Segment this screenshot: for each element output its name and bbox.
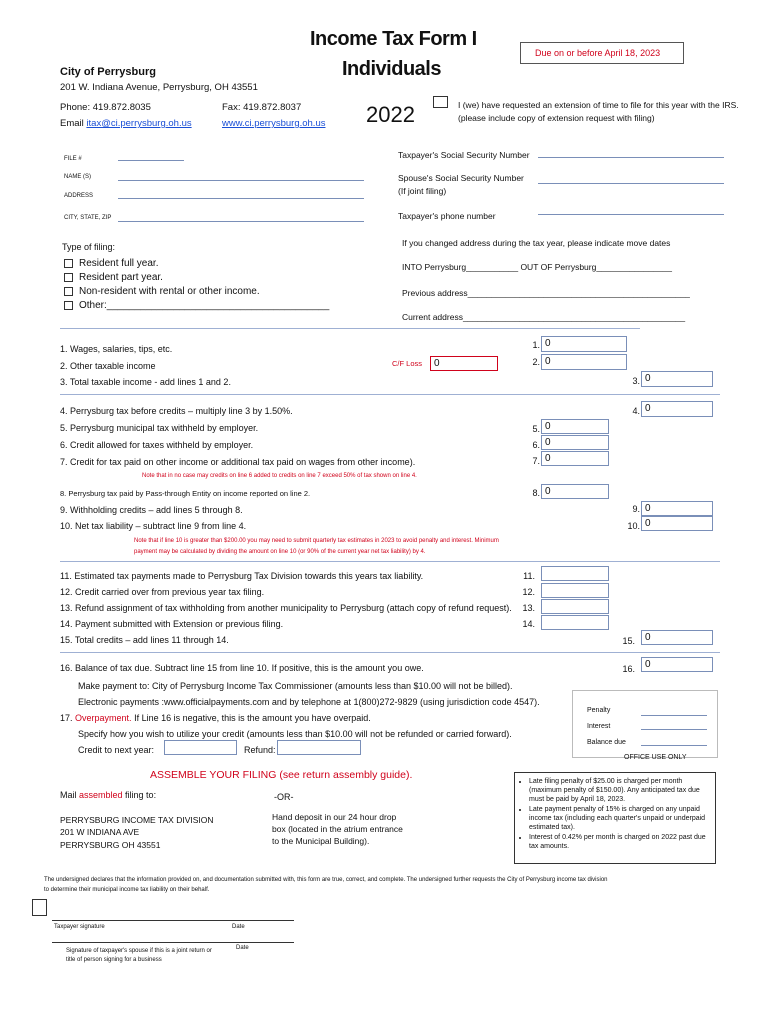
line-6-label: 6. Credit allowed for taxes withheld by employer. — [60, 440, 254, 450]
line-2-label: 2. Other taxable income — [60, 361, 156, 371]
line-8-num: 8. — [532, 488, 540, 498]
other-checkbox[interactable] — [64, 301, 73, 310]
resident-part-checkbox[interactable] — [64, 273, 73, 282]
line-7-num: 7. — [532, 456, 540, 466]
divider — [60, 328, 640, 329]
extension-text-1: I (we) have requested an extension of time to file for this year with the IRS. — [458, 100, 739, 110]
line-10-input[interactable]: 0 — [641, 516, 713, 531]
line-13-num: 13. — [522, 603, 535, 613]
line-10-label: 10. Net tax liability – subtract line 9 from line 4. — [60, 521, 247, 531]
filing-type-label: Type of filing: — [62, 242, 116, 252]
spouse-signature-label-1: Signature of taxpayer's spouse if this is a joint return or — [66, 948, 212, 954]
file-field[interactable] — [118, 160, 184, 161]
line-5-num: 5. — [532, 424, 540, 434]
line-17-label — [60, 713, 371, 723]
penalty-note-1: • Late filing penalty of $25.00 is charged per month (maximum penalty of $150.00). Any anticipated tax due must be paid by April 18, 2023. — [529, 777, 711, 804]
drop-box-3: to the Municipal Building). — [272, 836, 370, 846]
drop-box-1: Hand deposit in our 24 hour drop — [272, 812, 397, 822]
credit-next-year-label: Credit to next year: — [78, 745, 155, 755]
line-10-num: 10. — [627, 521, 640, 531]
form-title: Income Tax Form I — [310, 28, 477, 50]
spouse-ssn-label: Spouse's Social Security Number — [398, 173, 524, 183]
cf-loss-label: C/F Loss — [392, 359, 423, 368]
email-label: Email — [60, 118, 84, 129]
line-11-label: 11. Estimated tax payments made to Perrysburg Tax Division towards this years tax liability. — [60, 571, 424, 581]
refund-input[interactable] — [277, 740, 361, 755]
line-17-text: If Line 16 is negative, this is the amount you have overpaid. — [131, 713, 371, 723]
interest-label: Interest — [587, 723, 611, 730]
ssn-field[interactable] — [538, 157, 724, 158]
line-17-num: 17. — [60, 713, 73, 723]
tax-year: 2022 — [366, 102, 415, 127]
declaration-text-2: to determine their municipal income tax liability on their behalf. — [44, 887, 210, 893]
or-label: -OR- — [274, 792, 294, 802]
extension-text-2: (please include copy of extension request with filing) — [458, 113, 655, 123]
name-field[interactable] — [118, 180, 364, 181]
line-14-input[interactable] — [541, 615, 609, 630]
resident-part-label: Resident part year. — [79, 272, 163, 283]
office-use-only-label: OFFICE USE ONLY — [624, 754, 687, 761]
penalty-note-2: • Late payment penalty of 15% is charged on any unpaid income tax (including each quarter's unpaid or underpaid estimated tax). — [529, 805, 711, 832]
other-label: Other:________________________________________ — [79, 300, 330, 311]
line-2-num: 2. — [532, 357, 540, 367]
city-name: City of Perrysburg — [60, 66, 156, 78]
line-15-label: 15. Total credits – add lines 11 through 14. — [60, 635, 229, 645]
line-7-note: Note that in no case may credits on line 6 added to credits on line 7 exceed 50% of tax shown on line 4. — [142, 473, 417, 479]
nonresident-checkbox[interactable] — [64, 287, 73, 296]
line-12-label: 12. Credit carried over from previous year tax filing. — [60, 587, 265, 597]
payment-instructions: Make payment to: City of Perrysburg Income Tax Commissioner (amounts less than $10.00 will not be billed). — [78, 681, 513, 691]
ssn-label: Taxpayer's Social Security Number — [398, 150, 530, 160]
move-dates-label: If you changed address during the tax year, please indicate move dates — [402, 238, 671, 248]
mail-text-red: assembled — [79, 790, 123, 800]
line-11-input[interactable] — [541, 566, 609, 581]
line-8-input[interactable]: 0 — [541, 484, 609, 499]
drop-box-2: box (located in the atrium entrance — [272, 824, 403, 834]
mail-text-pre: Mail — [60, 790, 80, 800]
line-9-label: 9. Withholding credits – add lines 5 through 8. — [60, 505, 243, 515]
refund-label: Refund: — [244, 745, 276, 755]
declaration-checkbox[interactable] — [32, 899, 47, 916]
line-12-input[interactable] — [541, 583, 609, 598]
spouse-ssn-field[interactable] — [538, 183, 724, 184]
interest-field — [641, 729, 707, 730]
mail-text-post: filing to: — [122, 790, 157, 800]
file-label: FILE # — [64, 156, 82, 162]
fax: Fax: 419.872.8037 — [222, 102, 302, 113]
previous-address: Previous address_______________________________________________ — [402, 288, 690, 298]
city-address: 201 W. Indiana Avenue, Perrysburg, OH 43551 — [60, 82, 258, 93]
line-4-input[interactable]: 0 — [641, 401, 713, 417]
line-17-instructions: Specify how you wish to utilize your credit (amounts less than $10.00 will not be refunded or carried forward). — [78, 729, 512, 739]
line-3-label: 3. Total taxable income - add lines 1 and 2. — [60, 377, 231, 387]
line-6-input[interactable]: 0 — [541, 435, 609, 450]
phone-field[interactable] — [538, 214, 724, 215]
credit-next-year-input[interactable] — [164, 740, 237, 755]
phone-label: Taxpayer's phone number — [398, 211, 496, 221]
divider — [60, 652, 720, 653]
mail-address-1: PERRYSBURG INCOME TAX DIVISION — [60, 815, 214, 825]
line-5-input[interactable]: 0 — [541, 419, 609, 434]
line-3-input[interactable]: 0 — [641, 371, 713, 387]
date-label-2: Date — [236, 945, 249, 951]
address-label: ADDRESS — [64, 193, 94, 199]
email-row — [60, 118, 192, 129]
taxpayer-signature-label: Taxpayer signature — [54, 924, 105, 930]
line-11-num: 11. — [523, 571, 535, 581]
line-16-input[interactable]: 0 — [641, 657, 713, 672]
phone: Phone: 419.872.8035 — [60, 102, 151, 113]
cf-loss-input[interactable]: 0 — [430, 356, 498, 371]
line-2-input[interactable]: 0 — [541, 354, 627, 370]
due-date-box — [520, 42, 684, 64]
line-13-input[interactable] — [541, 599, 609, 614]
line-4-num: 4. — [632, 406, 640, 416]
line-3-num: 3. — [632, 376, 640, 386]
penalty-label: Penalty — [587, 707, 611, 714]
city-label: CITY, STATE, ZIP — [64, 215, 112, 221]
overpayment-label: Overpayment. — [75, 713, 132, 723]
name-label: NAME (S) — [64, 174, 91, 180]
divider — [60, 394, 720, 395]
due-date: Due on or before April 18, 2023 — [535, 48, 661, 58]
line-16-num: 16. — [622, 664, 635, 674]
penalty-field — [641, 715, 707, 716]
balance-due-field — [641, 745, 707, 746]
line-4-label: 4. Perrysburg tax before credits – multiply line 3 by 1.50%. — [60, 406, 293, 416]
line-10-note-2: payment may be calculated by dividing the amount on line 10 (or 90% of the current year net tax liability) by 4. — [134, 549, 426, 555]
resident-full-checkbox[interactable] — [64, 259, 73, 268]
penalty-note-3: • Interest of 0.42% per month is charged on 2022 past due tax amounts. — [529, 833, 711, 851]
line-5-label: 5. Perrysburg municipal tax withheld by employer. — [60, 423, 259, 433]
assemble-filing: ASSEMBLE YOUR FILING (see return assembly guide). — [150, 769, 413, 781]
line-1-num: 1. — [532, 340, 540, 350]
divider — [60, 561, 720, 562]
penalty-notes-box — [514, 772, 716, 864]
into-out-perrysburg: INTO Perrysburg___________ OUT OF Perrysburg________________ — [402, 262, 672, 272]
line-12-num: 12. — [522, 587, 535, 597]
line-16-label: 16. Balance of tax due. Subtract line 15 from line 10. If positive, this is the amount you owe. — [60, 663, 424, 673]
mail-address-2: 201 W INDIANA AVE — [60, 827, 140, 837]
signature-line — [52, 920, 294, 921]
line-1-input[interactable]: 0 — [541, 336, 627, 352]
spouse-ssn-note: (If joint filing) — [398, 186, 447, 196]
balance-due-label: Balance due — [587, 739, 626, 746]
declaration-text-1: The undersigned declares that the information provided on, and documentation submitted with, this form are true, correct, and complete. The undersigned further requests the City of Perrysburg income tax division — [44, 877, 608, 883]
line-6-num: 6. — [532, 440, 540, 450]
spouse-signature-line — [52, 942, 294, 943]
line-9-num: 9. — [632, 504, 640, 514]
line-15-input[interactable]: 0 — [641, 630, 713, 645]
line-7-label: 7. Credit for tax paid on other income or additional tax paid on wages from other income). — [60, 457, 416, 467]
website-link[interactable]: www.ci.perrysburg.oh.us — [222, 118, 326, 129]
resident-full-label: Resident full year. — [79, 258, 159, 269]
office-use-box — [572, 690, 718, 758]
line-13-label: 13. Refund assignment of tax withholding from another municipality to Perrysburg (attach copy of refund request). — [60, 603, 512, 613]
spouse-signature-label-2: title of person signing for a business — [66, 957, 162, 963]
line-10-note-1: Note that if line 10 is greater than $200.00 you may need to submit quarterly tax estimates in 2023 to avoid penalty and interest. Minimum — [134, 538, 499, 544]
electronic-payments: Electronic payments :www.officialpayments.com and by telephone at 1(800)272-9829 (using jurisdiction code 4547). — [78, 697, 540, 707]
address-field[interactable] — [118, 198, 364, 199]
line-15-num: 15. — [622, 636, 635, 646]
line-8-label: 8. Perrysburg tax paid by Pass-through Entity on income reported on line 2. — [60, 489, 311, 498]
line-9-input[interactable]: 0 — [641, 501, 713, 516]
line-1-label: 1. Wages, salaries, tips, etc. — [60, 344, 173, 354]
mail-filing-label — [60, 790, 156, 800]
date-label-1: Date — [232, 924, 245, 930]
mail-address-3: PERRYSBURG OH 43551 — [60, 840, 161, 850]
city-field[interactable] — [118, 221, 364, 222]
line-14-label: 14. Payment submitted with Extension or previous filing. — [60, 619, 284, 629]
line-7-input[interactable]: 0 — [541, 451, 609, 466]
extension-checkbox[interactable] — [433, 96, 448, 108]
form-subtitle: Individuals — [342, 58, 441, 80]
current-address: Current address_______________________________________________ — [402, 312, 686, 322]
nonresident-label: Non-resident with rental or other income. — [79, 286, 260, 297]
line-14-num: 14. — [522, 619, 535, 629]
email-link[interactable]: itax@ci.perrysburg.oh.us — [86, 118, 192, 129]
